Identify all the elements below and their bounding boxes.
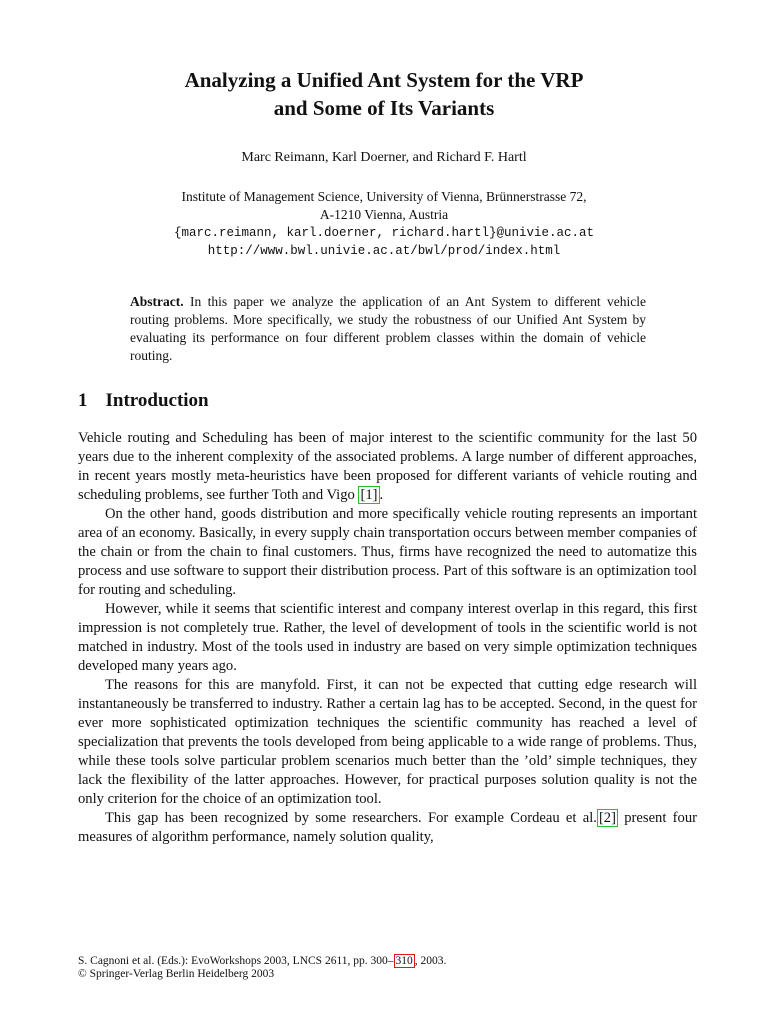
copyright-line: © Springer-Verlag Berlin Heidelberg 2003 [78,968,275,980]
introduction-body [78,429,697,847]
citation-link-2[interactable]: [2] [598,810,616,826]
affiliation-block [60,188,708,260]
author-emails: {marc.reimann, karl.doerner, richard.hartl}@univie.ac.at [173,226,595,240]
affiliation-line-2: A-1210 Vienna, Austria [319,207,449,222]
abstract-text: In this paper we analyze the application of an Ant System to different vehicle routing problems. More specifically, we study the robustness of our Unified Ant System by evaluating its performance on four different problem classes within the domain of vehicle routing. [130,294,646,363]
paragraph-1-end: . [379,487,384,503]
institute-url[interactable]: http://www.bwl.univie.ac.at/bwl/prod/index.html [207,244,561,258]
paragraph-5 [78,809,697,847]
section-heading [78,390,209,412]
paragraph-2: On the other hand, goods distribution and more specifically vehicle routing represents an important area of an economy. Basically, in every supply chain transportation occurs between member companies of the chain or from the chain to final customers. Thus, firms have recognized the need to automatize this process and use software to support their distribution process. Part of this software is an optimization tool for routing and scheduling. [78,506,697,598]
paragraph-3: However, while it seems that scientific interest and company interest overlap in this regard, this first impression is not completely true. Rather, the level of development of tools in the scientific world is not matched in industry. Most of the tools used in industry are based on very simple optimization techniques developed many years ago. [78,601,697,674]
paragraph-1-text: Vehicle routing and Scheduling has been of major interest to the scientific community for the last 50 years due to the inherent complexity of the associated problems. A large number of different approaches, in recent years mostly meta-heuristics have been proposed for different variants of vehicle routing and scheduling problems, see further Toth and Vigo [78,430,697,503]
abstract [130,293,646,365]
footer-year: , 2003. [414,955,447,967]
paragraph-4: The reasons for this are manyfold. First, it can not be expected that cutting edge research will instantaneously be transferred to industry. Rather a certain lag has to be accepted. Second, in the quest for ever more sophisticated optimization techniques the scientific community has reached a level of specialization that prevents the tools developed from being applicable to a wide range of problems. Thus, while these tools solve particular problem scenarios much better than the ’old’ simple techniques, they lack the flexibility of the latter approaches. However, for practical purposes solution quality is not the only criterion for the choice of an optimization tool. [78,677,697,807]
paragraph-1 [78,429,697,505]
publication-footer [78,955,697,981]
paragraph-5-text: This gap has been recognized by some researchers. For example Cordeau et al. [105,810,597,826]
affiliation-line-1: Institute of Management Science, University of Vienna, Brünnerstrasse 72, [181,189,587,204]
section-number: 1 [78,390,88,411]
footer-citation: S. Cagnoni et al. (Eds.): EvoWorkshops 2003, LNCS 2611, pp. 300– [78,955,394,967]
title-line-1: Analyzing a Unified Ant System for the VRP [184,68,584,92]
citation-link-1[interactable]: [1] [360,487,378,503]
paragraph-5-end: present four measures of algorithm performance, namely solution quality, [78,810,697,845]
abstract-label: Abstract. [130,294,184,309]
section-title: Introduction [105,390,209,411]
footer-line-1 [78,955,697,968]
author-list: Marc Reimann, Karl Doerner, and Richard F. Hartl [241,150,527,165]
title-line-2: and Some of Its Variants [273,96,495,120]
paper-title [60,66,708,122]
page-range-link[interactable]: 310 [395,955,413,967]
